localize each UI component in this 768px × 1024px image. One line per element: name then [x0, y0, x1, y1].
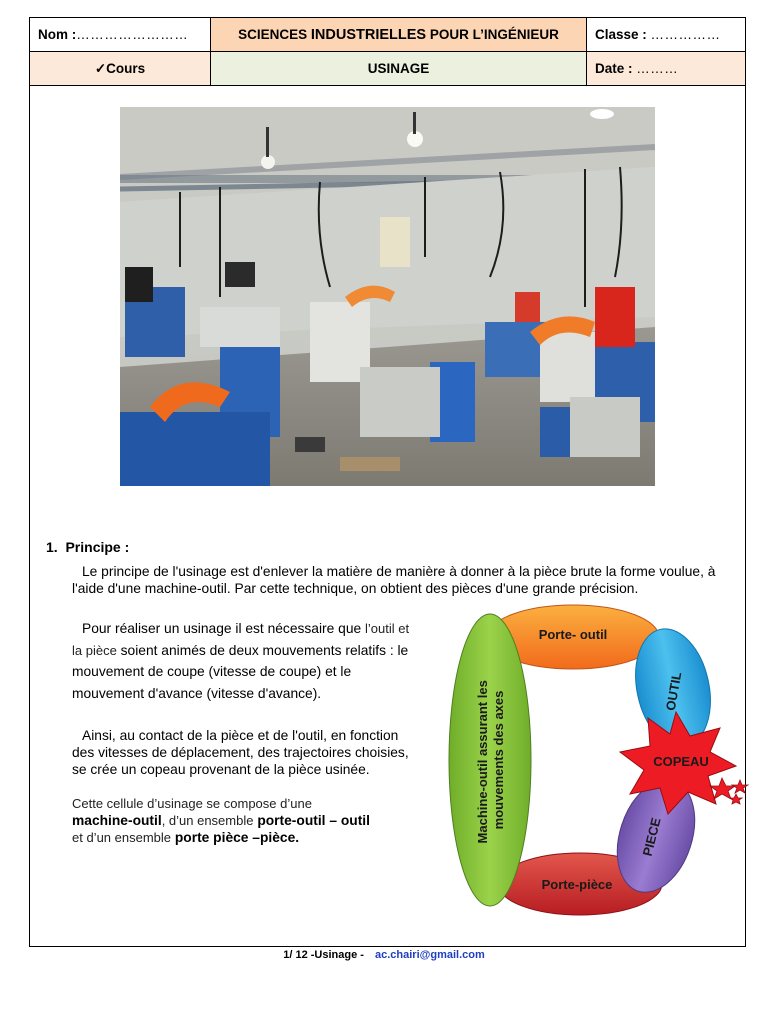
date-label: Date : — [595, 61, 633, 76]
workshop-photo — [120, 107, 655, 486]
paragraph-copeau: Ainsi, au contact de la pièce et de l'outil, en fonction des vitesses de déplacement, des trajectoires choisies, se crée un copeau provenant de la pièce usinée. — [72, 728, 409, 777]
header-table — [29, 17, 746, 86]
porte-piece-label: Porte-pièce — [541, 877, 613, 892]
paragraph-principle: Le principe de l'usinage est d'enlever la matière de manière à donner à la pièce brute la forme voulue, à l'aide d'une machine-outil. Par cette technique, on obtient des pièces d'une grande précision. — [72, 564, 716, 596]
classe-value: …………… — [650, 27, 721, 42]
p4-part-a: Cette cellule d’usinage se compose d’une — [72, 796, 312, 811]
small-star-3-shape — [730, 794, 742, 804]
footer-page: 1/ 12 -Usinage - — [283, 949, 364, 961]
title-suffix: POUR L’INGÉNIEUR — [429, 26, 559, 42]
date-value: ……… — [636, 61, 679, 76]
p4-part-e: et d’un ensemble — [72, 830, 172, 845]
section-title — [46, 539, 129, 555]
p2-part-c: soient animés de deux mouvements relatifs : le mouvement de coupe (vitesse de coupe) et le mouvement d'avance (vitesse d'avance). — [72, 642, 409, 701]
outil-label: OUTIL — [662, 670, 685, 712]
paragraph-cellule — [72, 795, 417, 846]
copeau-label: COPEAU — [653, 754, 709, 769]
machine-outil-line-2: mouvements des axes — [491, 690, 506, 830]
usinage-cell-diagram — [430, 600, 750, 920]
title-cell — [211, 18, 587, 52]
p4-part-d: porte-outil – outil — [257, 813, 370, 828]
page-footer — [0, 949, 768, 961]
section-heading: Principe : — [65, 539, 130, 555]
cours-label: ✓Cours — [94, 60, 146, 76]
footer-email-link[interactable]: ac.chairi@gmail.com — [374, 949, 485, 961]
classe-cell — [587, 18, 746, 52]
machine-outil-shape — [449, 614, 531, 906]
small-star-2-shape — [732, 780, 748, 793]
machine-outil-line-1: Machine-outil assurant les — [475, 680, 490, 844]
p4-part-c: , d’un ensemble — [161, 813, 254, 828]
subject-cell — [211, 52, 587, 86]
date-cell — [587, 52, 746, 86]
paragraph-movements — [72, 618, 412, 704]
p4-part-b: machine-outil — [72, 813, 162, 828]
subject-title: USINAGE — [367, 61, 430, 76]
machine-outil-label — [475, 677, 506, 844]
nom-value: …………………… — [76, 27, 189, 42]
p4-part-f: porte pièce –pièce. — [174, 830, 300, 845]
p2-part-a: Pour réaliser un usinage il est nécessaire que — [82, 621, 362, 636]
title-prefix: SCIENCES — [238, 26, 308, 42]
cours-cell — [30, 52, 211, 86]
nom-cell — [30, 18, 211, 52]
title-main: INDUSTRIELLES — [310, 26, 427, 43]
piece-label: PIECE — [639, 816, 664, 858]
nom-label: Nom : — [38, 27, 77, 42]
section-number: 1. — [46, 539, 58, 555]
classe-label: Classe : — [595, 27, 647, 42]
p2-part-b: l’outil et la pièce — [72, 621, 410, 658]
porte-outil-label: Porte- outil — [538, 627, 608, 642]
